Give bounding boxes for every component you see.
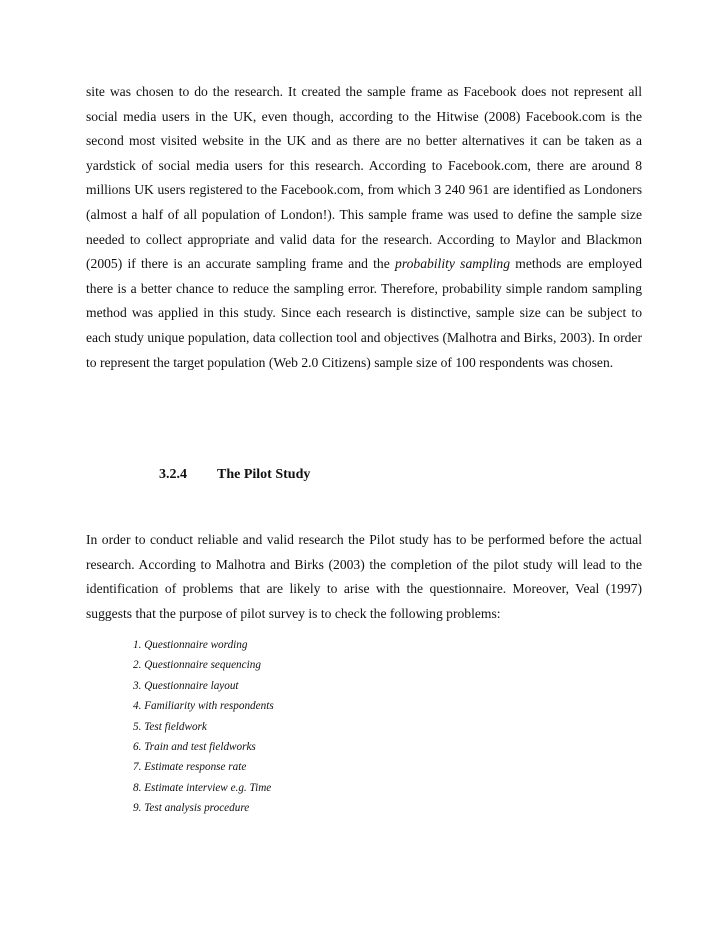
body-paragraph-sampling [86, 80, 642, 375]
section-heading [159, 467, 310, 483]
list-item: 6. Train and test fieldworks [133, 741, 256, 754]
list-item: 2. Questionnaire sequencing [133, 659, 261, 672]
italic-term: probability sampling [395, 256, 511, 272]
paragraph-text: site was chosen to do the research. It created the sample frame as Facebook does not represent all social media users in the UK, even though, according to the Hitwise (2008) Facebook.com is the second most visited website in the UK and as there are no better alternatives it can be taken as a yardstick of social media users for this research. According to Facebook.com, there are around 8 millions UK users registered to the Facebook.com, from which 3 240 961 are identified as Londoners (almost a half of all population of London!). This sample frame was used to define the sample size needed to collect appropriate and valid data for the research. According to Maylor and Blackmon (2005) if there is an accurate sampling frame and the [86, 84, 642, 272]
list-item: 7. Estimate response rate [133, 761, 247, 774]
list-item: 4. Familiarity with respondents [133, 700, 274, 713]
body-paragraph-pilot: In order to conduct reliable and valid research the Pilot study has to be performed before the actual research. According to Malhotra and Birks (2003) the completion of the pilot study will lead to the identification of problems that are likely to arise with the questionnaire. Moreover, Veal (1997) suggests that the purpose of pilot survey is to check the following problems: [86, 532, 642, 621]
section-title: The Pilot Study [217, 467, 311, 482]
list-item: 1. Questionnaire wording [133, 639, 248, 651]
list-item: 8. Estimate interview e.g. Time [133, 781, 272, 794]
section-number: 3.2.4 [159, 467, 187, 482]
list-item: 5. Test fieldwork [133, 720, 207, 733]
problem-list [133, 635, 274, 819]
list-item: 3. Questionnaire layout [133, 679, 239, 692]
list-item: 9. Test analysis procedure [133, 802, 250, 815]
paragraph-text: methods are employed there is a better chance to reduce the sampling error. Therefore, probability simple random sampling method was applied in this study. Since each research is distinctive, sample size can be subject to each study unique population, data collection tool and objectives (Malhotra and Birks, 2003). In order to represent the target population (Web 2.0 Citizens) sample size of 100 respondents was chosen. [86, 256, 642, 370]
